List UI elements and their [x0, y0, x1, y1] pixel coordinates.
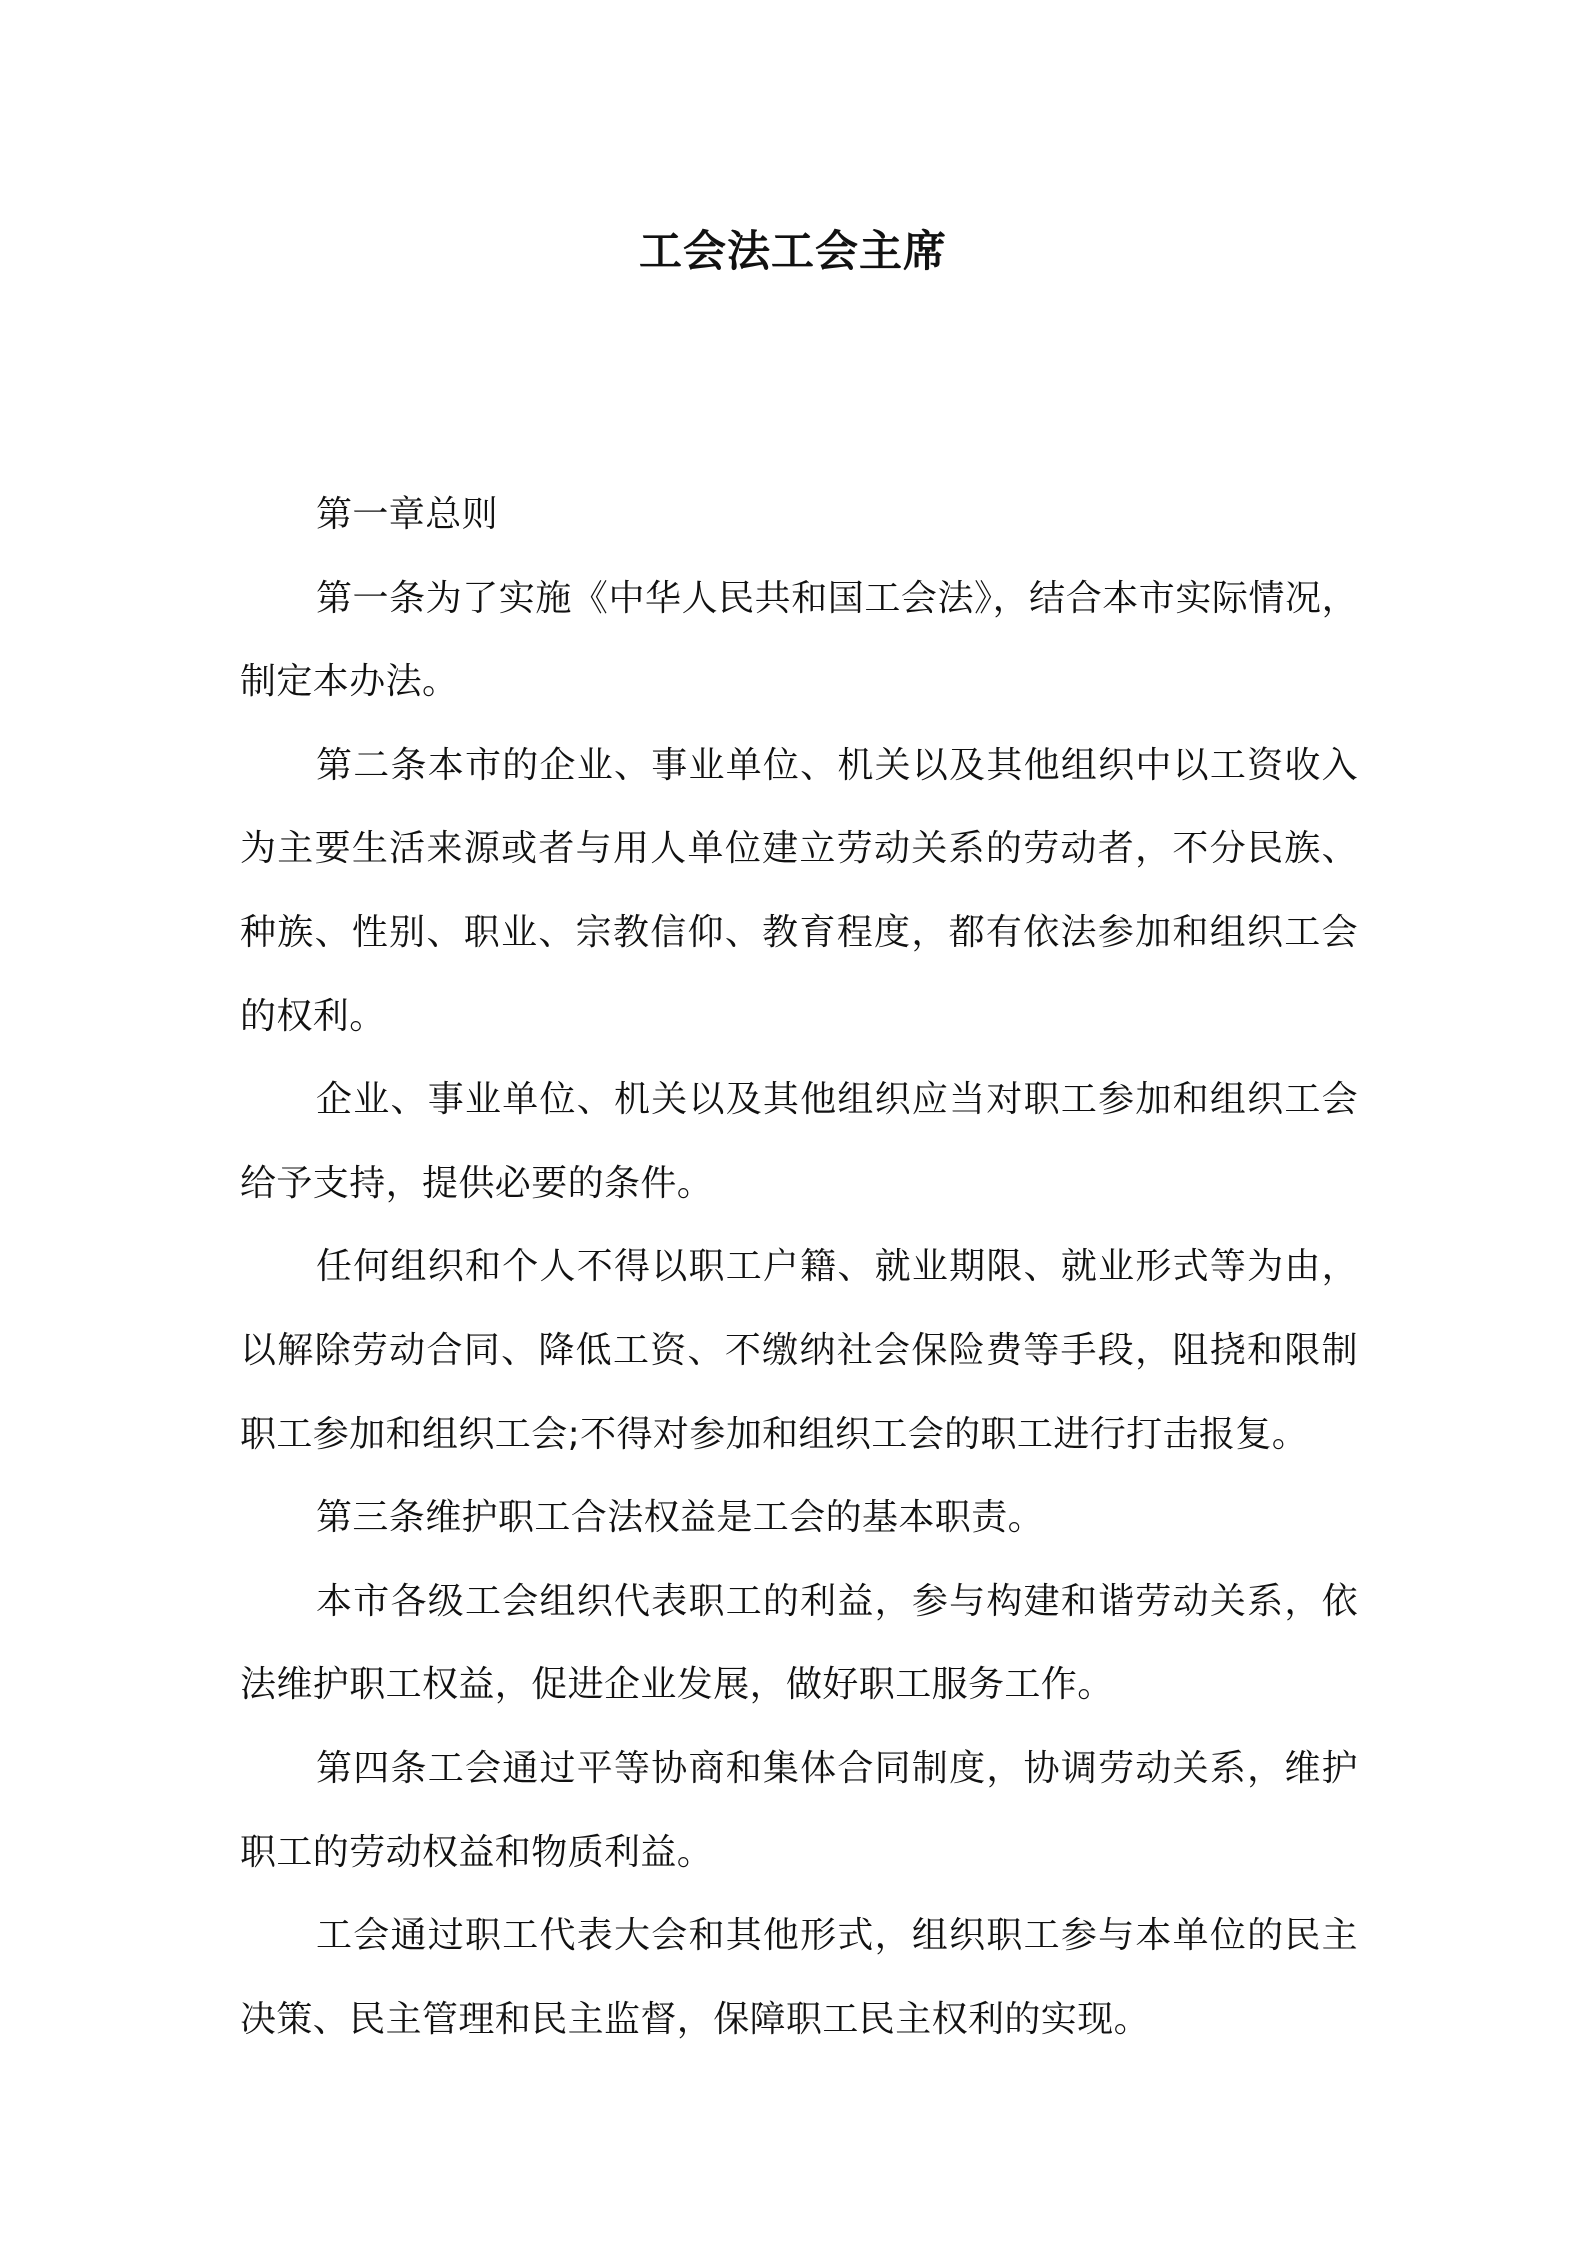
article-4-paragraph-2: 工会通过职工代表大会和其他形式，组织职工参与本单位的民主决策、民主管理和民主监督，保障职工民主权利的实现。 — [240, 1915, 1358, 2040]
article-3: 第三条维护职工合法权益是工会的基本职责。 — [316, 1497, 1045, 1539]
article-4: 第四条工会通过平等协商和集体合同制度，协调劳动关系，维护职工的劳动权益和物质利益。 — [240, 1747, 1358, 1873]
article-1: 第一条为了实施《中华人民共和国工会法》，结合本市实际情况，制定本办法。 — [240, 577, 1358, 703]
article-2-paragraph-2: 企业、事业单位、机关以及其他组织应当对职工参加和组织工会给予支持，提供必要的条件。 — [240, 1079, 1358, 1204]
article-3-paragraph-2: 本市各级工会组织代表职工的利益，参与构建和谐劳动关系，依法维护职工权益，促进企业发展，做好职工服务工作。 — [240, 1580, 1358, 1706]
article-2-paragraph-3: 任何组织和个人不得以职工户籍、就业期限、就业形式等为由，以解除劳动合同、降低工资、不缴纳社会保险费等手段，阻挠和限制职工参加和组织工会;不得对参加和组织工会的职工进行打击报复。 — [240, 1246, 1358, 1455]
chapter-heading: 第一章总则 — [316, 494, 499, 535]
document-body — [240, 473, 1358, 2061]
document-title: 工会法工会主席 — [639, 227, 947, 277]
article-2: 第二条本市的企业、事业单位、机关以及其他组织中以工资收入为主要生活来源或者与用人单位建立劳动关系的劳动者，不分民族、种族、性别、职业、宗教信仰、教育程度，都有依法参加和组织工会的权利。 — [240, 744, 1358, 1037]
